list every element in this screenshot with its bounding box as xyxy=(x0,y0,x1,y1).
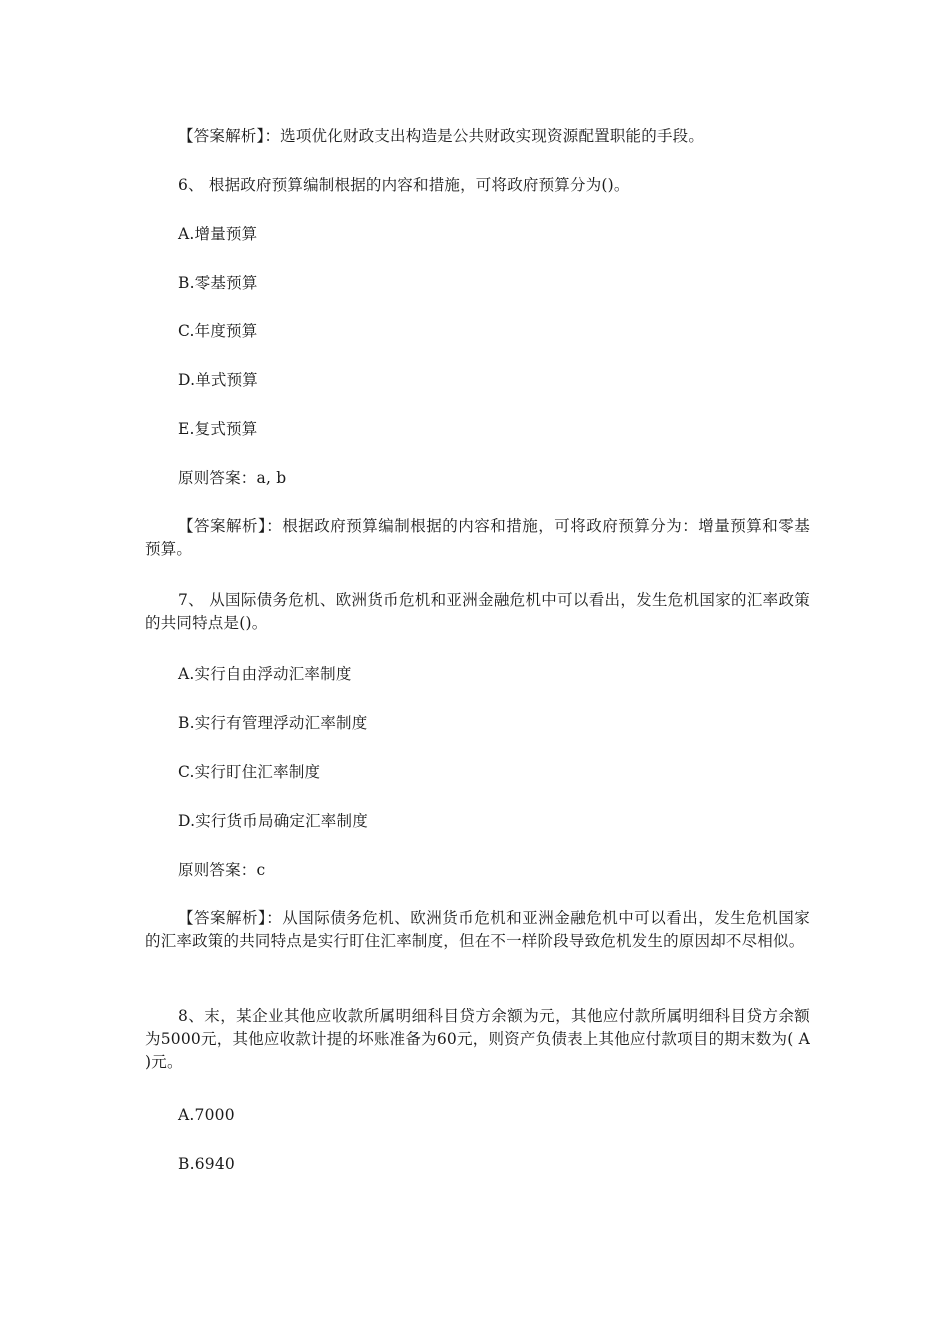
question-8-option-b: B.6940 xyxy=(178,1155,235,1173)
question-7-option-b: B.实行有管理浮动汇率制度 xyxy=(178,714,368,732)
answer-analysis-5: 【答案解析】：选项优化财政支出构造是公共财政实现资源配置职能的手段。 xyxy=(178,127,705,145)
question-7-stem: 7、 从国际债务危机、欧洲货币危机和亚洲金融危机中可以看出，发生危机国家的汇率政策的共同特点是()。 xyxy=(145,591,810,632)
question-6-option-e: E.复式预算 xyxy=(178,420,258,438)
question-6-stem: 6、 根据政府预算编制根据的内容和措施，可将政府预算分为()。 xyxy=(178,176,630,194)
question-8-stem: 8、末，某企业其他应收款所属明细科目贷方余额为元，其他应付款所属明细科目贷方余额为5000元，其他应收款计提的坏账准备为60元，则资产负债表上其他应付款项目的期末数为( A )元。 xyxy=(145,1007,810,1071)
answer-analysis-7: 【答案解析】：从国际债务危机、欧洲货币危机和亚洲金融危机中可以看出，发生危机国家的汇率政策的共同特点是实行盯住汇率制度，但在不一样阶段导致危机发生的原因却不尽相似。 xyxy=(145,909,810,950)
question-6-option-d: D.单式预算 xyxy=(178,371,259,389)
question-6-option-c: C.年度预算 xyxy=(178,322,258,340)
question-8-option-a: A.7000 xyxy=(178,1106,235,1124)
question-7-standard-answer: 原则答案：c xyxy=(178,861,266,879)
question-7-option-d: D.实行货币局确定汇率制度 xyxy=(178,812,368,830)
question-7-option-a: A.实行自由浮动汇率制度 xyxy=(178,665,352,683)
answer-analysis-6: 【答案解析】：根据政府预算编制根据的内容和措施，可将政府预算分为：增量预算和零基预算。 xyxy=(145,517,810,558)
question-7-option-c: C.实行盯住汇率制度 xyxy=(178,763,321,781)
question-6-option-a: A.增量预算 xyxy=(178,225,258,243)
question-6-option-b: B.零基预算 xyxy=(178,274,258,292)
question-6-standard-answer: 原则答案：a, b xyxy=(178,469,287,487)
